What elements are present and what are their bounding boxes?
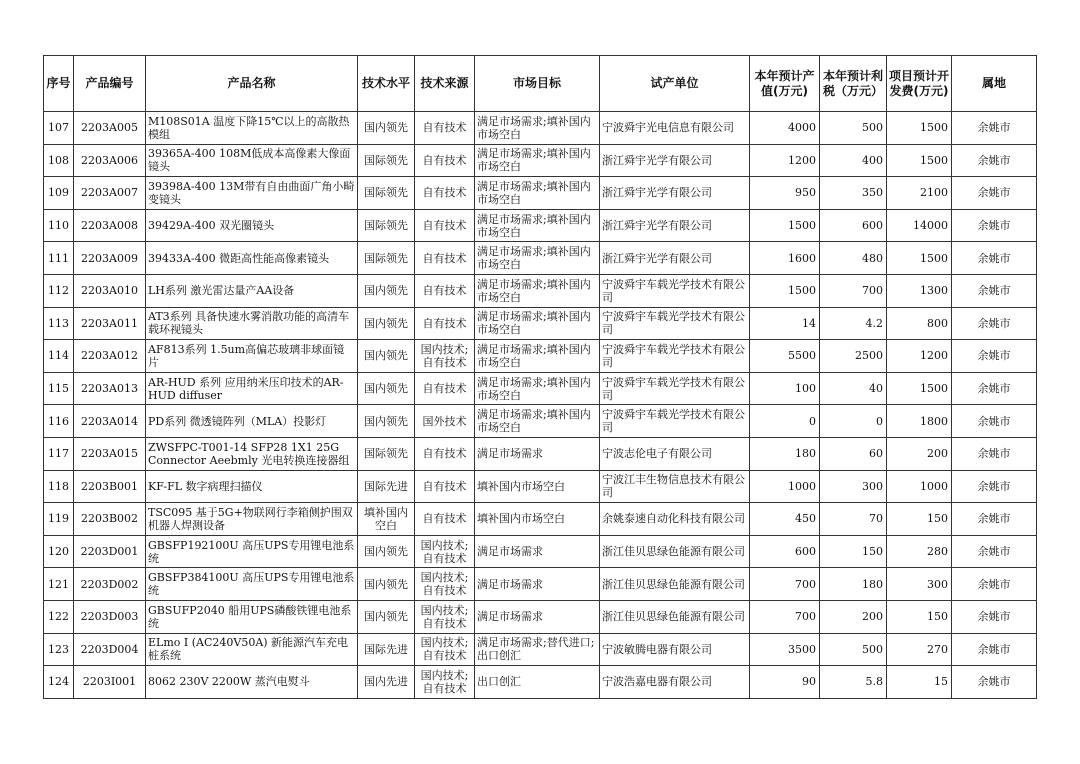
locality-cell: 余姚市 [952, 307, 1037, 340]
profit-tax-cell: 0 [820, 405, 887, 438]
table-row [44, 340, 1037, 373]
dev-cost-cell: 1200 [887, 340, 952, 373]
seq-cell: 107 [44, 112, 74, 145]
profit-tax-cell: 5.8 [820, 666, 887, 699]
product-name-cell: 39398A-400 13M带有自由曲面广角小畸变镜头 [146, 177, 358, 210]
market-target-cell: 满足市场需求;填补国内市场空白 [475, 177, 600, 210]
seq-cell: 109 [44, 177, 74, 210]
table-row [44, 209, 1037, 242]
locality-cell: 余姚市 [952, 666, 1037, 699]
output-value-cell: 700 [750, 600, 820, 633]
market-target-cell: 满足市场需求 [475, 535, 600, 568]
tech-level-cell: 国际领先 [358, 209, 415, 242]
seq-cell: 116 [44, 405, 74, 438]
locality-cell: 余姚市 [952, 274, 1037, 307]
product-code-cell: 2203A008 [74, 209, 146, 242]
profit-tax-cell: 180 [820, 568, 887, 601]
seq-cell: 117 [44, 437, 74, 470]
tech-source-cell: 自有技术 [415, 470, 475, 503]
dev-cost-cell: 1300 [887, 274, 952, 307]
seq-cell: 121 [44, 568, 74, 601]
tech-level-cell: 国际领先 [358, 437, 415, 470]
tech-level-cell: 国际先进 [358, 470, 415, 503]
tech-source-cell: 自有技术 [415, 177, 475, 210]
seq-cell: 110 [44, 209, 74, 242]
output-value-cell: 950 [750, 177, 820, 210]
tech-source-cell: 国内技术;自有技术 [415, 633, 475, 666]
product-name-cell: TSC095 基于5G+物联网行李箱侧护围双机器人焊测设备 [146, 503, 358, 536]
product-code-cell: 2203A012 [74, 340, 146, 373]
trial-unit-cell: 浙江佳贝思绿色能源有限公司 [600, 535, 750, 568]
header-cell: 本年预计利税（万元） [820, 56, 887, 112]
product-code-cell: 2203A007 [74, 177, 146, 210]
product-code-cell: 2203B002 [74, 503, 146, 536]
product-name-cell: PD系列 微透镜阵列（MLA）投影灯 [146, 405, 358, 438]
profit-tax-cell: 300 [820, 470, 887, 503]
product-name-cell: AT3系列 具备快速水雾消散功能的高清车载环视镜头 [146, 307, 358, 340]
locality-cell: 余姚市 [952, 568, 1037, 601]
output-value-cell: 1500 [750, 209, 820, 242]
table-row [44, 437, 1037, 470]
market-target-cell: 出口创汇 [475, 666, 600, 699]
header-cell: 产品编号 [74, 56, 146, 112]
product-code-cell: 2203A011 [74, 307, 146, 340]
product-code-cell: 2203A015 [74, 437, 146, 470]
locality-cell: 余姚市 [952, 372, 1037, 405]
locality-cell: 余姚市 [952, 340, 1037, 373]
profit-tax-cell: 70 [820, 503, 887, 536]
trial-unit-cell: 浙江佳贝思绿色能源有限公司 [600, 600, 750, 633]
product-name-cell: AF813系列 1.5um高偏芯玻璃非球面镜片 [146, 340, 358, 373]
locality-cell: 余姚市 [952, 535, 1037, 568]
dev-cost-cell: 1500 [887, 242, 952, 275]
output-value-cell: 450 [750, 503, 820, 536]
table-row [44, 177, 1037, 210]
header-cell: 产品名称 [146, 56, 358, 112]
output-value-cell: 180 [750, 437, 820, 470]
product-name-cell: GBSFP384100U 高压UPS专用锂电池系统 [146, 568, 358, 601]
dev-cost-cell: 150 [887, 600, 952, 633]
dev-cost-cell: 1500 [887, 112, 952, 145]
tech-source-cell: 国内技术;自有技术 [415, 340, 475, 373]
document-sheet [43, 55, 1037, 699]
seq-cell: 124 [44, 666, 74, 699]
product-code-cell: 2203A014 [74, 405, 146, 438]
seq-cell: 114 [44, 340, 74, 373]
dev-cost-cell: 1500 [887, 144, 952, 177]
tech-level-cell: 国内领先 [358, 535, 415, 568]
seq-cell: 123 [44, 633, 74, 666]
locality-cell: 余姚市 [952, 177, 1037, 210]
product-code-cell: 2203A006 [74, 144, 146, 177]
product-name-cell: M108S01A 温度下降15℃以上的高散热模组 [146, 112, 358, 145]
profit-tax-cell: 400 [820, 144, 887, 177]
header-cell: 属地 [952, 56, 1037, 112]
trial-unit-cell: 余姚泰速自动化科技有限公司 [600, 503, 750, 536]
market-target-cell: 满足市场需求;填补国内市场空白 [475, 274, 600, 307]
profit-tax-cell: 40 [820, 372, 887, 405]
dev-cost-cell: 300 [887, 568, 952, 601]
table-row [44, 600, 1037, 633]
tech-level-cell: 填补国内空白 [358, 503, 415, 536]
product-code-cell: 2203D004 [74, 633, 146, 666]
market-target-cell: 满足市场需求;填补国内市场空白 [475, 340, 600, 373]
product-name-cell: 39433A-400 微距高性能高像素镜头 [146, 242, 358, 275]
trial-unit-cell: 宁波浩嘉电器有限公司 [600, 666, 750, 699]
market-target-cell: 满足市场需求;替代进口;出口创汇 [475, 633, 600, 666]
product-code-cell: 2203D002 [74, 568, 146, 601]
tech-source-cell: 自有技术 [415, 503, 475, 536]
product-code-cell: 2203A010 [74, 274, 146, 307]
market-target-cell: 满足市场需求;填补国内市场空白 [475, 242, 600, 275]
tech-level-cell: 国际领先 [358, 177, 415, 210]
header-cell: 试产单位 [600, 56, 750, 112]
product-code-cell: 2203A013 [74, 372, 146, 405]
seq-cell: 118 [44, 470, 74, 503]
profit-tax-cell: 150 [820, 535, 887, 568]
product-name-cell: ZWSFPC-T001-14 SFP28 1X1 25G Connector Aeebmly 光电转换连接器组 [146, 437, 358, 470]
market-target-cell: 填补国内市场空白 [475, 503, 600, 536]
output-value-cell: 4000 [750, 112, 820, 145]
product-code-cell: 2203B001 [74, 470, 146, 503]
tech-source-cell: 自有技术 [415, 437, 475, 470]
market-target-cell: 填补国内市场空白 [475, 470, 600, 503]
market-target-cell: 满足市场需求;填补国内市场空白 [475, 405, 600, 438]
locality-cell: 余姚市 [952, 470, 1037, 503]
tech-level-cell: 国际领先 [358, 242, 415, 275]
tech-source-cell: 自有技术 [415, 144, 475, 177]
table-row [44, 666, 1037, 699]
table-row [44, 144, 1037, 177]
dev-cost-cell: 270 [887, 633, 952, 666]
seq-cell: 111 [44, 242, 74, 275]
product-code-cell: 2203D003 [74, 600, 146, 633]
tech-source-cell: 自有技术 [415, 242, 475, 275]
output-value-cell: 1500 [750, 274, 820, 307]
tech-source-cell: 国内技术;自有技术 [415, 666, 475, 699]
output-value-cell: 90 [750, 666, 820, 699]
dev-cost-cell: 14000 [887, 209, 952, 242]
output-value-cell: 100 [750, 372, 820, 405]
seq-cell: 108 [44, 144, 74, 177]
product-name-cell: AR-HUD 系列 应用纳米压印技术的AR-HUD diffuser [146, 372, 358, 405]
trial-unit-cell: 宁波舜宇车载光学技术有限公司 [600, 307, 750, 340]
tech-source-cell: 国内技术;自有技术 [415, 600, 475, 633]
product-code-cell: 2203A009 [74, 242, 146, 275]
locality-cell: 余姚市 [952, 405, 1037, 438]
product-name-cell: 39365A-400 108M低成本高像素大像面镜头 [146, 144, 358, 177]
locality-cell: 余姚市 [952, 242, 1037, 275]
header-cell: 技术水平 [358, 56, 415, 112]
dev-cost-cell: 15 [887, 666, 952, 699]
output-value-cell: 1600 [750, 242, 820, 275]
product-name-cell: GBSUFP2040 船用UPS磷酸铁锂电池系统 [146, 600, 358, 633]
profit-tax-cell: 350 [820, 177, 887, 210]
profit-tax-cell: 700 [820, 274, 887, 307]
tech-level-cell: 国内领先 [358, 600, 415, 633]
seq-cell: 119 [44, 503, 74, 536]
seq-cell: 112 [44, 274, 74, 307]
trial-unit-cell: 宁波舜宇车载光学技术有限公司 [600, 274, 750, 307]
header-cell: 本年预计产值(万元) [750, 56, 820, 112]
trial-unit-cell: 浙江舜宇光学有限公司 [600, 209, 750, 242]
tech-source-cell: 国内技术;自有技术 [415, 568, 475, 601]
tech-source-cell: 自有技术 [415, 209, 475, 242]
trial-unit-cell: 浙江舜宇光学有限公司 [600, 242, 750, 275]
tech-source-cell: 自有技术 [415, 112, 475, 145]
tech-source-cell: 自有技术 [415, 307, 475, 340]
tech-level-cell: 国内领先 [358, 405, 415, 438]
header-cell: 市场目标 [475, 56, 600, 112]
trial-unit-cell: 浙江舜宇光学有限公司 [600, 177, 750, 210]
header-cell: 序号 [44, 56, 74, 112]
output-value-cell: 14 [750, 307, 820, 340]
output-value-cell: 600 [750, 535, 820, 568]
table-row [44, 372, 1037, 405]
tech-level-cell: 国内领先 [358, 340, 415, 373]
locality-cell: 余姚市 [952, 600, 1037, 633]
output-value-cell: 1200 [750, 144, 820, 177]
tech-level-cell: 国内先进 [358, 666, 415, 699]
product-name-cell: LH系列 激光雷达量产AA设备 [146, 274, 358, 307]
profit-tax-cell: 4.2 [820, 307, 887, 340]
tech-level-cell: 国际领先 [358, 144, 415, 177]
profit-tax-cell: 60 [820, 437, 887, 470]
tech-level-cell: 国内领先 [358, 274, 415, 307]
product-name-cell: GBSFP192100U 高压UPS专用锂电池系统 [146, 535, 358, 568]
product-code-cell: 2203D001 [74, 535, 146, 568]
product-name-cell: KF-FL 数字病理扫描仪 [146, 470, 358, 503]
product-code-cell: 2203I001 [74, 666, 146, 699]
seq-cell: 122 [44, 600, 74, 633]
table-row [44, 535, 1037, 568]
trial-unit-cell: 宁波舜宇车载光学技术有限公司 [600, 405, 750, 438]
dev-cost-cell: 200 [887, 437, 952, 470]
tech-source-cell: 自有技术 [415, 274, 475, 307]
table-row [44, 112, 1037, 145]
locality-cell: 余姚市 [952, 633, 1037, 666]
dev-cost-cell: 1800 [887, 405, 952, 438]
profit-tax-cell: 500 [820, 633, 887, 666]
table-row [44, 568, 1037, 601]
locality-cell: 余姚市 [952, 503, 1037, 536]
header-cell: 技术来源 [415, 56, 475, 112]
seq-cell: 113 [44, 307, 74, 340]
product-name-cell: 8062 230V 2200W 蒸汽电熨斗 [146, 666, 358, 699]
trial-unit-cell: 宁波敏腾电器有限公司 [600, 633, 750, 666]
market-target-cell: 满足市场需求;填补国内市场空白 [475, 144, 600, 177]
profit-tax-cell: 200 [820, 600, 887, 633]
product-name-cell: ELmo I (AC240V50A) 新能源汽车充电桩系统 [146, 633, 358, 666]
dev-cost-cell: 2100 [887, 177, 952, 210]
product-name-cell: 39429A-400 双光圈镜头 [146, 209, 358, 242]
profit-tax-cell: 2500 [820, 340, 887, 373]
trial-unit-cell: 浙江佳贝思绿色能源有限公司 [600, 568, 750, 601]
market-target-cell: 满足市场需求;填补国内市场空白 [475, 307, 600, 340]
dev-cost-cell: 150 [887, 503, 952, 536]
market-target-cell: 满足市场需求 [475, 568, 600, 601]
tech-level-cell: 国内领先 [358, 568, 415, 601]
trial-unit-cell: 浙江舜宇光学有限公司 [600, 144, 750, 177]
tech-level-cell: 国内领先 [358, 372, 415, 405]
trial-unit-cell: 宁波舜宇车载光学技术有限公司 [600, 340, 750, 373]
header-row [44, 56, 1037, 112]
header-cell: 项目预计开发费(万元) [887, 56, 952, 112]
dev-cost-cell: 1000 [887, 470, 952, 503]
table-row [44, 470, 1037, 503]
profit-tax-cell: 480 [820, 242, 887, 275]
locality-cell: 余姚市 [952, 112, 1037, 145]
product-table [43, 55, 1037, 699]
tech-source-cell: 国内技术;自有技术 [415, 535, 475, 568]
product-code-cell: 2203A005 [74, 112, 146, 145]
market-target-cell: 满足市场需求;填补国内市场空白 [475, 372, 600, 405]
table-row [44, 274, 1037, 307]
locality-cell: 余姚市 [952, 144, 1037, 177]
dev-cost-cell: 1500 [887, 372, 952, 405]
output-value-cell: 700 [750, 568, 820, 601]
market-target-cell: 满足市场需求;填补国内市场空白 [475, 209, 600, 242]
table-row [44, 633, 1037, 666]
output-value-cell: 5500 [750, 340, 820, 373]
seq-cell: 115 [44, 372, 74, 405]
seq-cell: 120 [44, 535, 74, 568]
table-row [44, 503, 1037, 536]
tech-level-cell: 国内领先 [358, 307, 415, 340]
trial-unit-cell: 宁波舜宇光电信息有限公司 [600, 112, 750, 145]
table-row [44, 307, 1037, 340]
table-row [44, 242, 1037, 275]
tech-level-cell: 国际先进 [358, 633, 415, 666]
dev-cost-cell: 280 [887, 535, 952, 568]
market-target-cell: 满足市场需求 [475, 600, 600, 633]
tech-source-cell: 自有技术 [415, 372, 475, 405]
dev-cost-cell: 800 [887, 307, 952, 340]
profit-tax-cell: 500 [820, 112, 887, 145]
output-value-cell: 3500 [750, 633, 820, 666]
output-value-cell: 0 [750, 405, 820, 438]
output-value-cell: 1000 [750, 470, 820, 503]
tech-source-cell: 国外技术 [415, 405, 475, 438]
trial-unit-cell: 宁波江丰生物信息技术有限公司 [600, 470, 750, 503]
profit-tax-cell: 600 [820, 209, 887, 242]
trial-unit-cell: 宁波志伦电子有限公司 [600, 437, 750, 470]
tech-level-cell: 国内领先 [358, 112, 415, 145]
trial-unit-cell: 宁波舜宇车载光学技术有限公司 [600, 372, 750, 405]
table-row [44, 405, 1037, 438]
market-target-cell: 满足市场需求 [475, 437, 600, 470]
locality-cell: 余姚市 [952, 437, 1037, 470]
market-target-cell: 满足市场需求;填补国内市场空白 [475, 112, 600, 145]
locality-cell: 余姚市 [952, 209, 1037, 242]
